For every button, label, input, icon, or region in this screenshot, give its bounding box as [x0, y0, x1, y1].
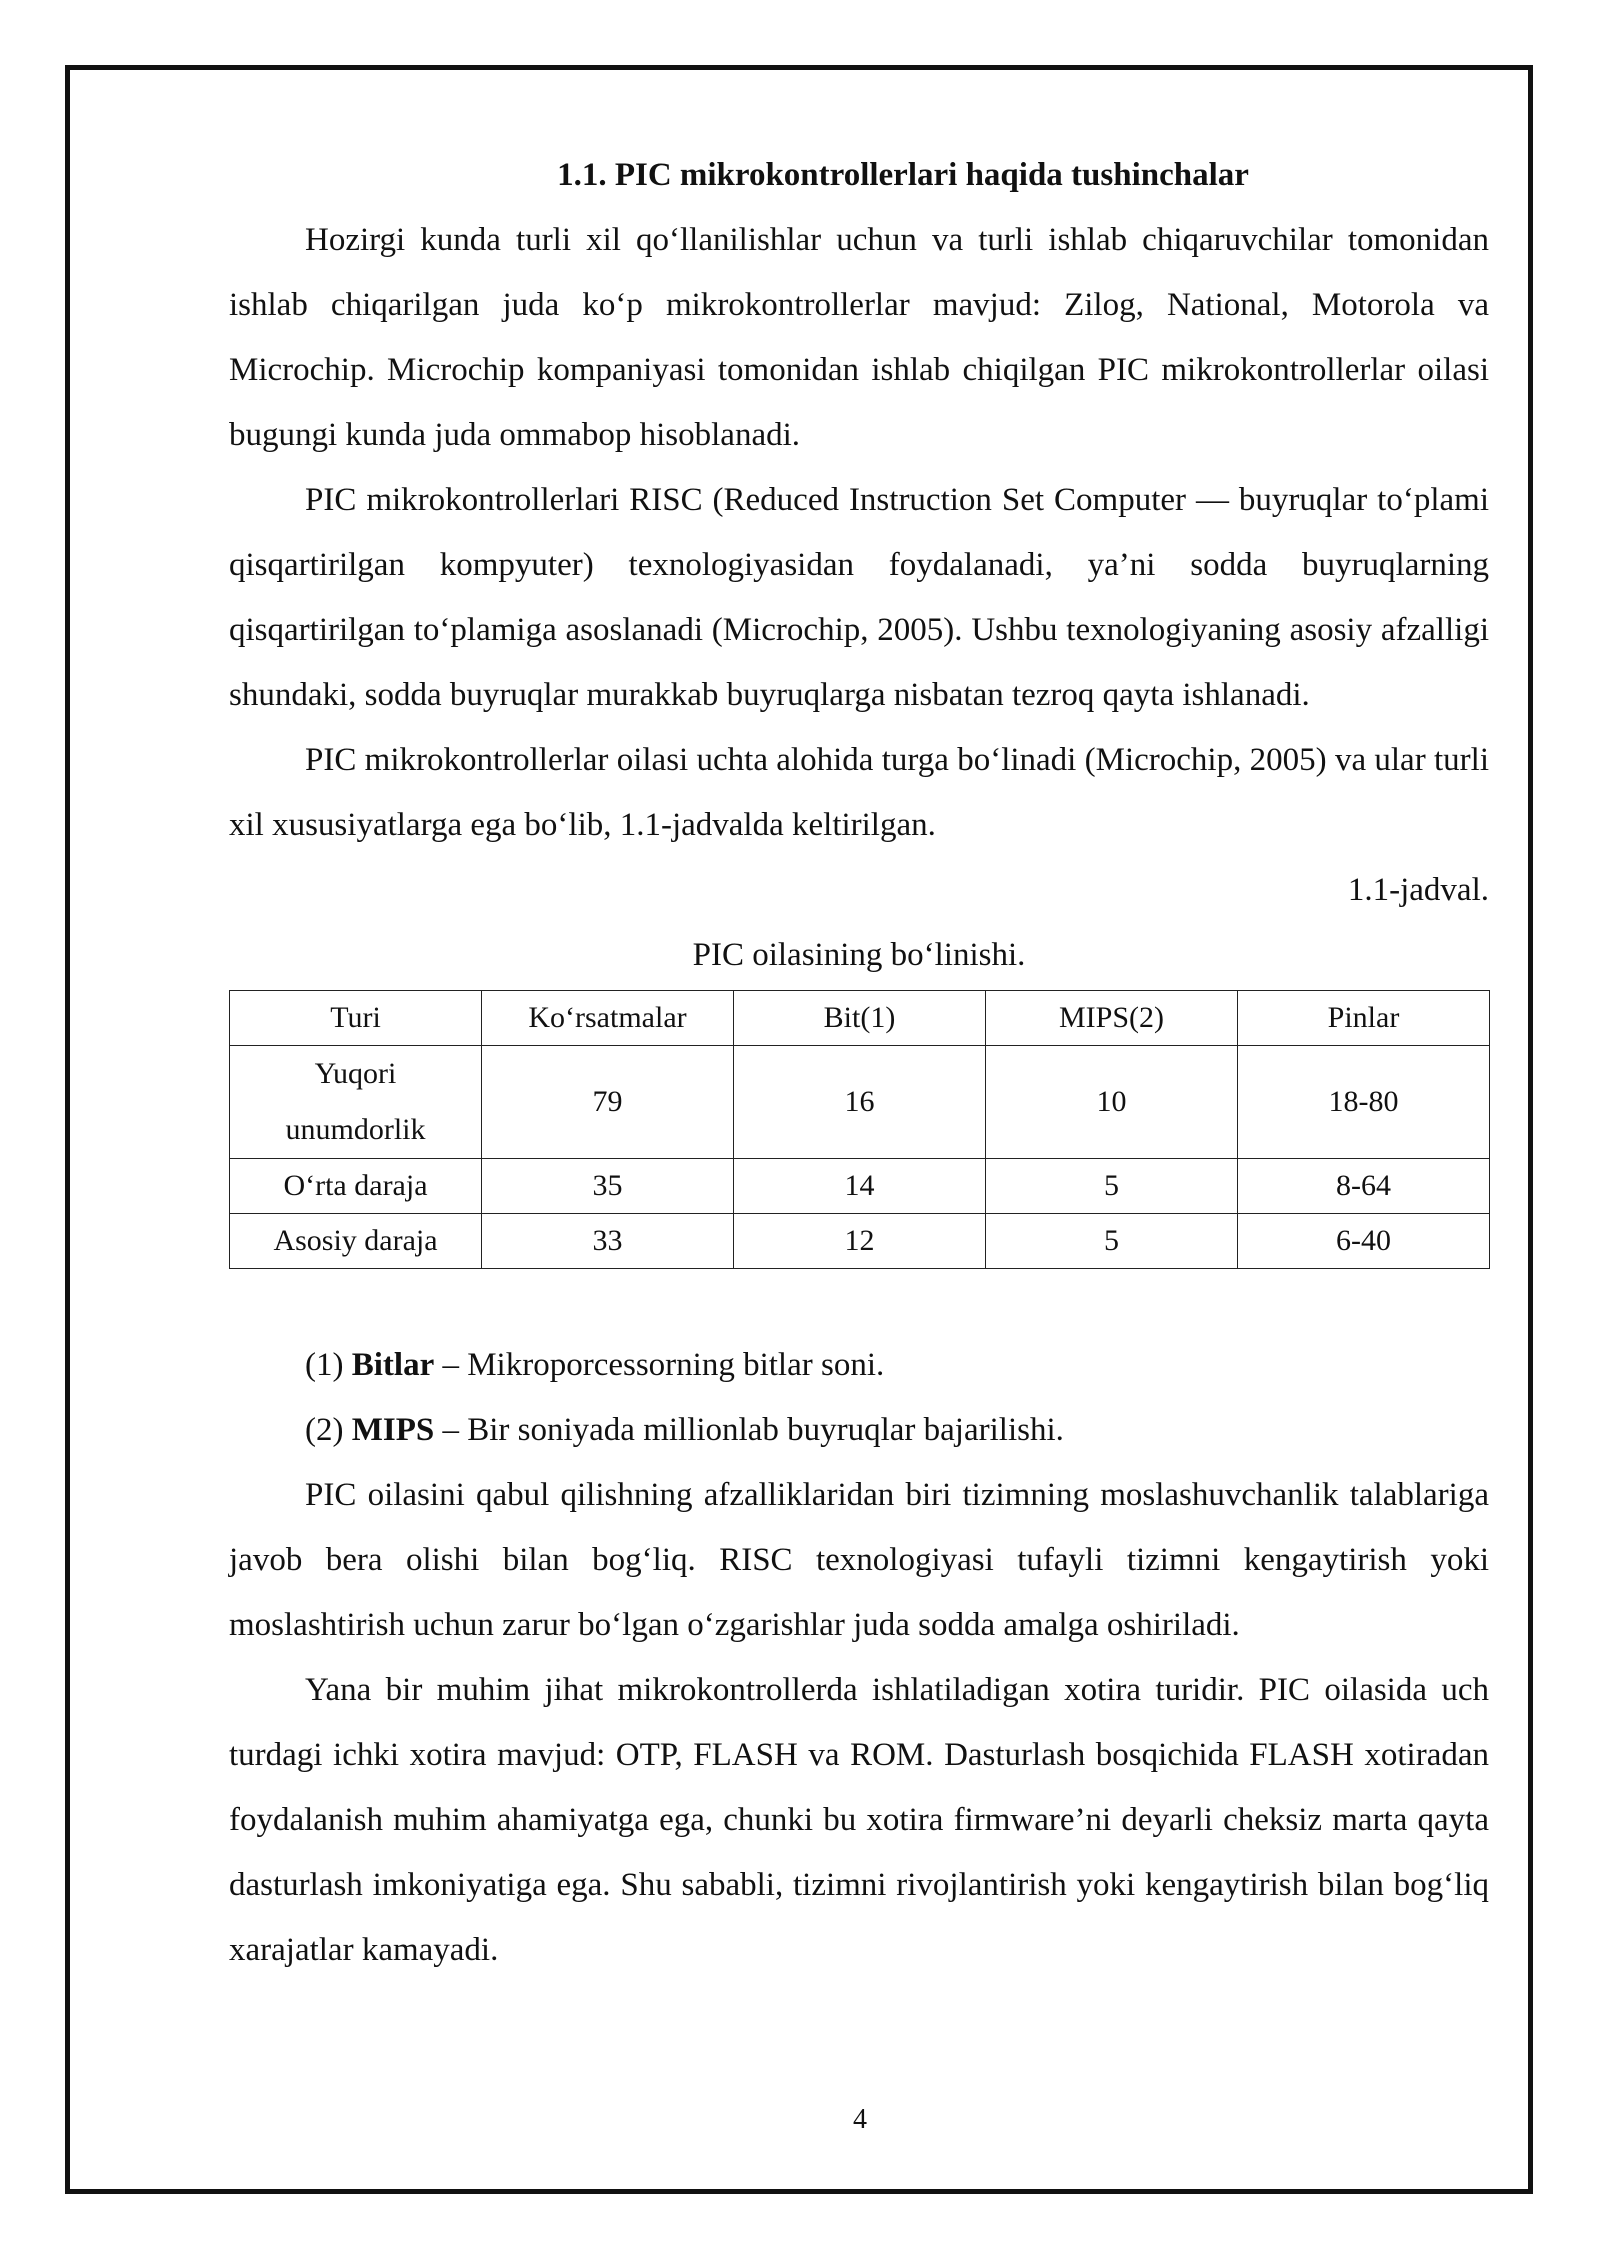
- page-number: 4: [853, 2104, 867, 2135]
- table-row: [230, 1214, 1490, 1269]
- table-cell: 33: [482, 1214, 734, 1269]
- table-cell: 5: [986, 1159, 1238, 1214]
- section-heading: 1.1. PIC mikrokontrollerlari haqida tushinchalar: [557, 157, 1249, 193]
- paragraph: PIC mikrokontrollerlari RISC (Reduced Instruction Set Computer — buyruqlar to‘plami qisqartirilgan kompyuter) texnologiyasidan foydalanadi, ya’ni sodda buyruqlarning qisqartirilgan to‘plamiga asoslanadi (Microchip, 2005). Ushbu texnologiyaning asosiy afzalligi shundaki, sodda buyruqlar murakkab buyruqlarga nisbatan tezroq qayta ishlanadi.: [229, 482, 1489, 713]
- table-row: [230, 1159, 1490, 1214]
- note-text: – Mikroporcessorning bitlar soni.: [434, 1347, 885, 1383]
- footnote-mips: [229, 1398, 1489, 1463]
- paragraph: Yana bir muhim jihat mikrokontrollerda ishlatiladigan xotira turidir. PIC oilasida uch turdagi ichki xotira mavjud: OTP, FLASH va ROM. Dasturlash bosqichida FLASH xotiradan foydalanish muhim ahamiyatga ega, chunki bu xotira firmware’ni deyarli cheksiz marta qayta dasturlash imkoniyatiga ega. Shu sababli, tizimni rivojlantirish yoki kengaytirish bilan bog‘liq xarajatlar kamayadi.: [229, 1672, 1489, 1968]
- table-cell: Asosiy daraja: [230, 1214, 482, 1269]
- note-term: Bitlar: [351, 1347, 435, 1383]
- table-header-row: [230, 991, 1490, 1046]
- note-prefix: (2): [305, 1412, 352, 1448]
- paragraph: Hozirgi kunda turli xil qo‘llanilishlar uchun va turli ishlab chiqaruvchilar tomonidan ishlab chiqarilgan juda ko‘p mikrokontrollerlar mavjud: Zilog, National, Motorola va Microchip. Microchip kompaniyasi tomonidan ishlab chiqilgan PIC mikrokontrollerlar oilasi bugungi kunda juda ommabop hisoblanadi.: [229, 222, 1489, 453]
- table-header-cell: Turi: [230, 991, 482, 1046]
- table-cell: 18-80: [1238, 1046, 1490, 1159]
- table-cell: 14: [734, 1159, 986, 1214]
- table-header-cell: MIPS(2): [986, 991, 1238, 1046]
- table-cell: 6-40: [1238, 1214, 1490, 1269]
- note-term: MIPS: [351, 1412, 435, 1448]
- note-prefix: (1): [305, 1347, 352, 1383]
- table-cell: 10: [986, 1046, 1238, 1159]
- pic-family-table: [229, 990, 1490, 1269]
- table-notes: [229, 1333, 1489, 1463]
- table-title: PIC oilasining bo‘linishi.: [692, 937, 1026, 973]
- paragraph: PIC oilasini qabul qilishning afzalliklaridan biri tizimning moslashuvchanlik talablariga javob bera olishi bilan bog‘liq. RISC texnologiyasi tufayli tizimni kengaytirish yoki moslashtirish uchun zarur bo‘lgan o‘zgarishlar juda sodda amalga oshiriladi.: [229, 1477, 1489, 1643]
- table-header-cell: Bit(1): [734, 991, 986, 1046]
- note-text: – Bir soniyada millionlab buyruqlar bajarilishi.: [434, 1412, 1064, 1448]
- table-cell: O‘rta daraja: [230, 1159, 482, 1214]
- footnote-bits: [229, 1333, 1489, 1398]
- table-cell: 16: [734, 1046, 986, 1159]
- table-cell: 35: [482, 1159, 734, 1214]
- table-cell: 12: [734, 1214, 986, 1269]
- table-cell: Yuqori unumdorlik: [230, 1046, 482, 1159]
- table-row: [230, 1046, 1490, 1159]
- table-header-cell: Pinlar: [1238, 991, 1490, 1046]
- table-cell: 79: [482, 1046, 734, 1159]
- table-cell: 8-64: [1238, 1159, 1490, 1214]
- page-content: [229, 143, 1489, 1983]
- table-header-cell: Ko‘rsatmalar: [482, 991, 734, 1046]
- paragraph: PIC mikrokontrollerlar oilasi uchta alohida turga bo‘linadi (Microchip, 2005) va ular turli xil xususiyatlarga ega bo‘lib, 1.1-jadvalda keltirilgan.: [229, 742, 1489, 843]
- table-cell: 5: [986, 1214, 1238, 1269]
- table-label: 1.1-jadval.: [1347, 872, 1489, 908]
